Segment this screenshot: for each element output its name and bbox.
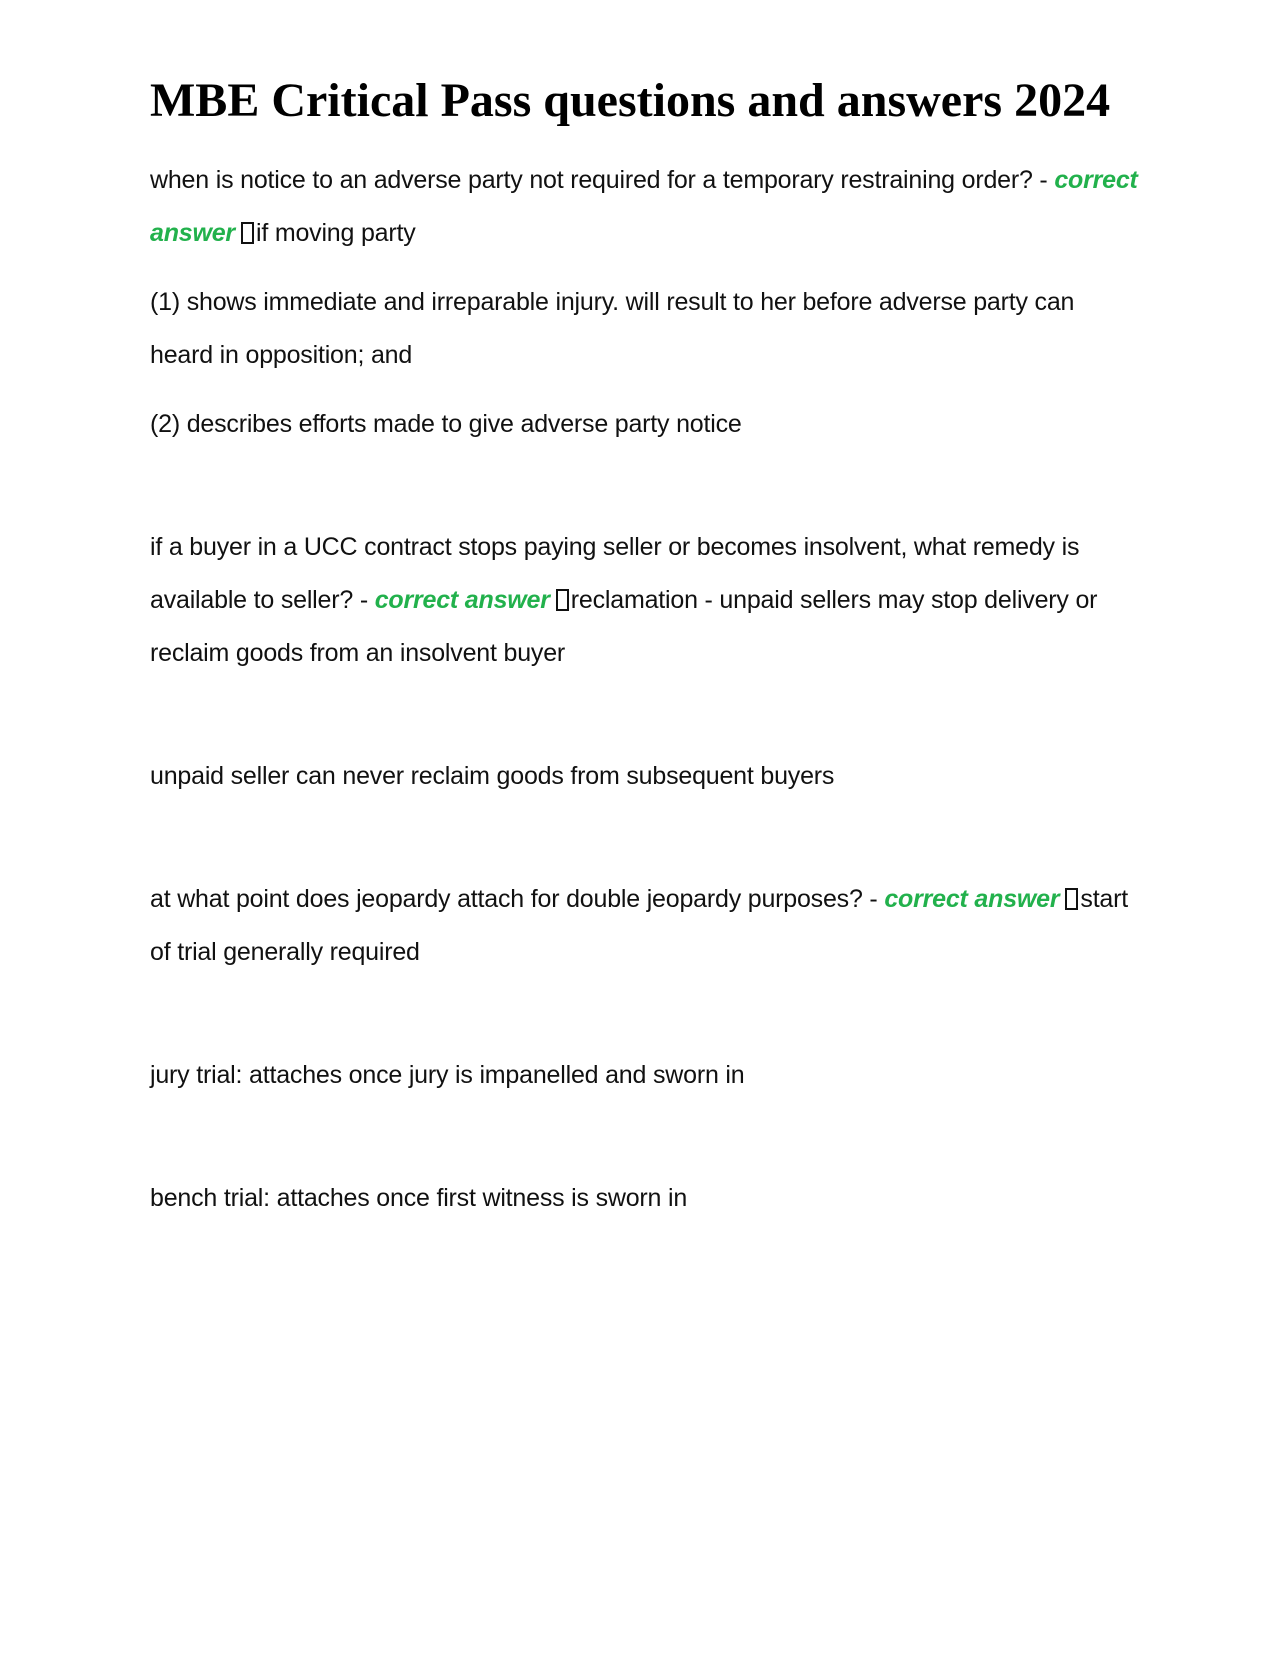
answer-label: correct answer <box>884 885 1060 913</box>
missing-glyph-icon <box>241 222 254 244</box>
answer-detail-paragraph: bench trial: attaches once first witness is sworn in <box>150 1184 688 1212</box>
qa-item <box>150 873 1140 979</box>
answer-detail-paragraph: jury trial: attaches once jury is impanelled and sworn in <box>150 1061 745 1089</box>
answer-text: if moving party <box>255 219 416 247</box>
missing-glyph-icon <box>1065 888 1078 910</box>
missing-glyph-icon <box>556 589 569 611</box>
answer-label: correct answer <box>150 166 1138 247</box>
page-title: MBE Critical Pass questions and answers 2024 <box>150 74 1111 127</box>
answer-text: start of trial generally required <box>150 885 1129 966</box>
question-text: when is notice to an adverse party not required for a temporary restraining order? - <box>150 166 1055 194</box>
answer-detail-paragraph: (1) shows immediate and irreparable injury. will result to her before adverse party can heard in opposition; and <box>150 288 1075 369</box>
answer-text: reclamation - unpaid sellers may stop delivery or reclaim goods from an insolvent buyer <box>150 586 1098 667</box>
document-page <box>150 72 1140 1241</box>
answer-label: correct answer <box>374 586 550 614</box>
question-text: at what point does jeopardy attach for double jeopardy purposes? - <box>150 885 885 913</box>
answer-detail-paragraph: unpaid seller can never reclaim goods from subsequent buyers <box>150 762 835 790</box>
answer-detail-paragraph: (2) describes efforts made to give adverse party notice <box>150 410 742 438</box>
question-text: if a buyer in a UCC contract stops paying seller or becomes insolvent, what remedy is available to seller? - <box>150 533 1080 614</box>
qa-item <box>150 521 1140 680</box>
qa-item <box>150 154 1140 260</box>
